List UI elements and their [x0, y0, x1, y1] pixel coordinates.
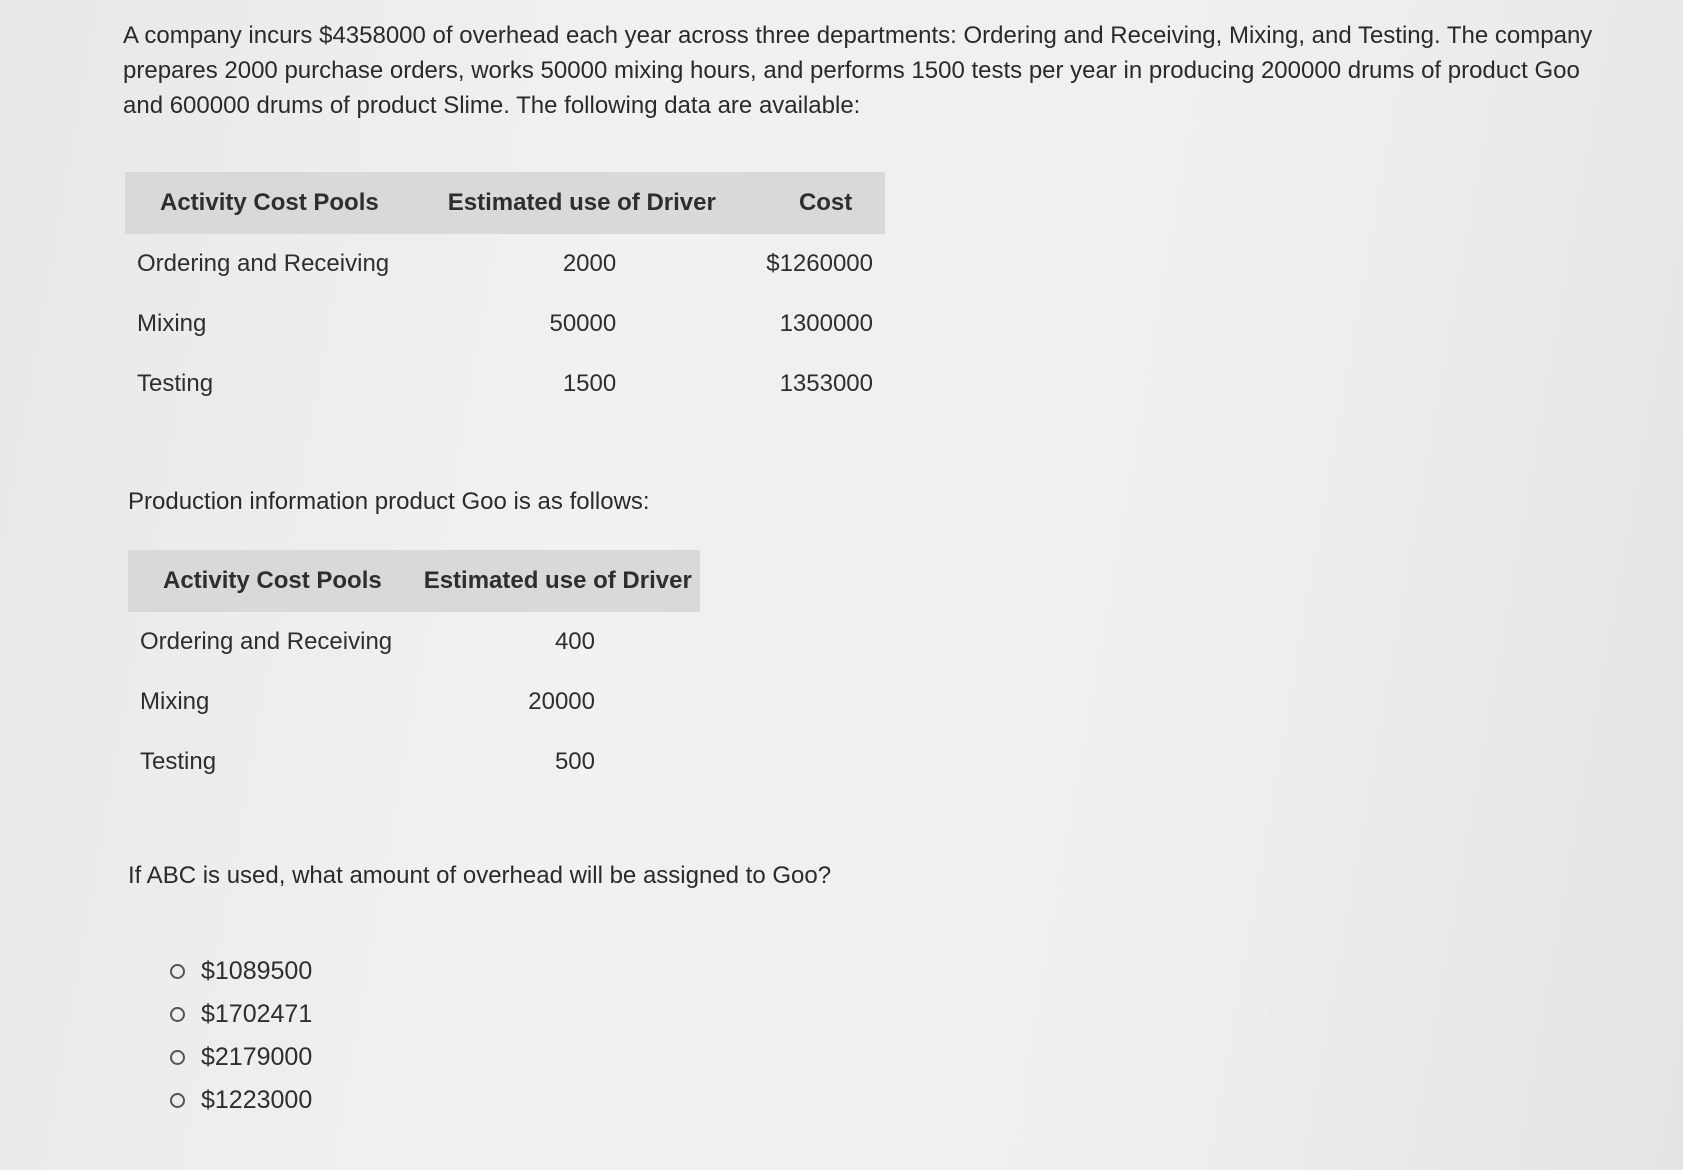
answer-option-2[interactable]: [170, 993, 312, 1036]
pool-name-cell: Ordering and Receiving: [137, 250, 390, 277]
radio-button[interactable]: [170, 1050, 185, 1065]
radio-button[interactable]: [170, 1007, 185, 1022]
table-row: [128, 612, 700, 672]
driver-value-cell: 400: [554, 628, 595, 655]
radio-button[interactable]: [170, 964, 185, 979]
column-header-activity-cost-pools: Activity Cost Pools: [125, 172, 428, 234]
table-row: [125, 294, 885, 354]
cost-value-cell: 1300000: [779, 310, 873, 337]
driver-value-cell: 2000: [562, 250, 617, 277]
question-intro: A company incurs $4358000 of overhead each year across three departments: Ordering and Receiving, Mixing, and Testing. The company prepares 2000 purchase orders, works 50000 mixing hours, and performs 1500 tests per year in producing 200000 drums of product Goo and 600000 drums of product Slime. The following data are available:: [123, 22, 1593, 119]
cost-value-cell: 1353000: [779, 370, 873, 397]
answer-option-label: $1089500: [201, 957, 313, 985]
column-header-estimated-use: Estimated use of Driver: [428, 172, 766, 234]
answer-option-1[interactable]: [170, 950, 312, 993]
pool-name-cell: Mixing: [137, 310, 207, 337]
answer-option-label: $1223000: [201, 1086, 313, 1114]
answer-options: [170, 950, 312, 1122]
table-row: [125, 354, 885, 414]
activity-cost-pools-table: [125, 172, 885, 414]
driver-value-cell: 50000: [549, 310, 617, 337]
pool-name-cell: Testing: [137, 370, 214, 397]
radio-button[interactable]: [170, 1093, 185, 1108]
pool-name-cell: Ordering and Receiving: [140, 628, 393, 655]
column-header-cost: Cost: [766, 172, 885, 234]
answer-option-4[interactable]: [170, 1079, 312, 1122]
answer-option-label: $1702471: [201, 1000, 313, 1028]
cost-value-cell: $1260000: [766, 250, 873, 277]
column-header-activity-cost-pools: Activity Cost Pools: [128, 550, 404, 612]
pool-name-cell: Testing: [140, 748, 217, 775]
table-row: [125, 234, 885, 294]
table-row: [128, 672, 700, 732]
table-header-row: [128, 550, 700, 612]
driver-value-cell: 500: [554, 748, 595, 775]
table-row: [128, 732, 700, 792]
production-info-heading: Production information product Goo is as follows:: [128, 488, 650, 515]
table-header-row: [125, 172, 885, 234]
answer-option-3[interactable]: [170, 1036, 312, 1079]
column-header-estimated-use: Estimated use of Driver: [404, 550, 700, 612]
driver-value-cell: 1500: [562, 370, 617, 397]
answer-option-label: $2179000: [201, 1043, 313, 1071]
pool-name-cell: Mixing: [140, 688, 210, 715]
goo-production-table: [128, 550, 700, 792]
driver-value-cell: 20000: [528, 688, 595, 715]
question-prompt: If ABC is used, what amount of overhead will be assigned to Goo?: [128, 862, 832, 889]
